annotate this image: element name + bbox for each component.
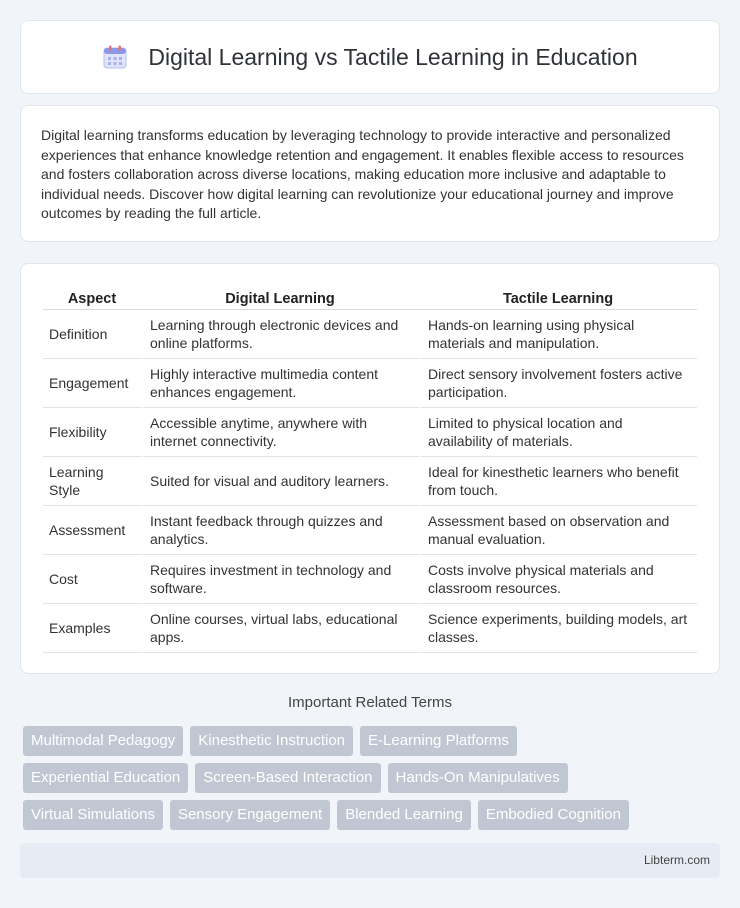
cell-aspect: Examples [43, 604, 141, 653]
table-header-row [43, 284, 697, 310]
tag-hands-on-manipulatives[interactable]: Hands-On Manipulatives [388, 763, 568, 793]
tag-experiential-education[interactable]: Experiential Education [23, 763, 188, 793]
header-aspect: Aspect [43, 284, 141, 310]
tag-row [23, 726, 723, 756]
header-tactile-learning: Tactile Learning [419, 284, 697, 310]
header-digital-learning: Digital Learning [141, 284, 419, 310]
cell-aspect: Cost [43, 555, 141, 604]
cell-tactile: Ideal for kinesthetic learners who benefit from touch. [419, 457, 697, 506]
cell-tactile: Costs involve physical materials and classroom resources. [419, 555, 697, 604]
cell-digital: Suited for visual and auditory learners. [141, 457, 419, 506]
related-terms-list [23, 726, 723, 837]
tag-virtual-simulations[interactable]: Virtual Simulations [23, 800, 163, 830]
cell-aspect: Flexibility [43, 408, 141, 457]
cell-tactile: Science experiments, building models, art classes. [419, 604, 697, 653]
cell-aspect: Definition [43, 310, 141, 359]
intro-text: Digital learning transforms education by leveraging technology to provide interactive and personalized experiences that enhance knowledge retention and engagement. It enables flexible access to resources and fosters collaboration across diverse locations, making education more inclusive and adaptable to individual needs. Discover how digital learning can revolutionize your educational journey and improve outcomes by reading the full article. [41, 127, 684, 221]
page-title: Digital Learning vs Tactile Learning in Education [148, 43, 638, 70]
table-row [43, 408, 697, 457]
cell-digital: Instant feedback through quizzes and analytics. [141, 506, 419, 555]
related-terms-heading: Important Related Terms [288, 694, 452, 711]
cell-digital: Highly interactive multimedia content enhances engagement. [141, 359, 419, 408]
tag-kinesthetic-instruction[interactable]: Kinesthetic Instruction [190, 726, 353, 756]
cell-digital: Accessible anytime, anywhere with internet connectivity. [141, 408, 419, 457]
table-row [43, 310, 697, 359]
cell-tactile: Assessment based on observation and manual evaluation. [419, 506, 697, 555]
cell-tactile: Hands-on learning using physical materials and manipulation. [419, 310, 697, 359]
table-row [43, 555, 697, 604]
tag-e-learning-platforms[interactable]: E-Learning Platforms [360, 726, 517, 756]
cell-aspect: Learning Style [43, 457, 141, 506]
cell-tactile: Limited to physical location and availability of materials. [419, 408, 697, 457]
tag-screen-based-interaction[interactable]: Screen-Based Interaction [195, 763, 380, 793]
footer-brand-link[interactable]: Libterm.com [643, 853, 710, 867]
tag-blended-learning[interactable]: Blended Learning [337, 800, 471, 830]
cell-digital: Requires investment in technology and software. [141, 555, 419, 604]
table-row [43, 604, 697, 653]
table-row [43, 457, 697, 506]
calendar-icon [102, 44, 128, 70]
title-card [20, 20, 720, 94]
footer [20, 843, 720, 878]
tag-embodied-cognition[interactable]: Embodied Cognition [478, 800, 629, 830]
table-row [43, 506, 697, 555]
tag-row [23, 763, 723, 793]
cell-digital: Online courses, virtual labs, educational apps. [141, 604, 419, 653]
tag-row [23, 800, 723, 830]
cell-tactile: Direct sensory involvement fosters active participation. [419, 359, 697, 408]
tag-multimodal-pedagogy[interactable]: Multimodal Pedagogy [23, 726, 183, 756]
tag-sensory-engagement[interactable]: Sensory Engagement [170, 800, 330, 830]
cell-aspect: Engagement [43, 359, 141, 408]
intro-card [20, 105, 720, 242]
cell-aspect: Assessment [43, 506, 141, 555]
cell-digital: Learning through electronic devices and online platforms. [141, 310, 419, 359]
comparison-table [43, 284, 697, 653]
comparison-card [20, 263, 720, 674]
table-row [43, 359, 697, 408]
